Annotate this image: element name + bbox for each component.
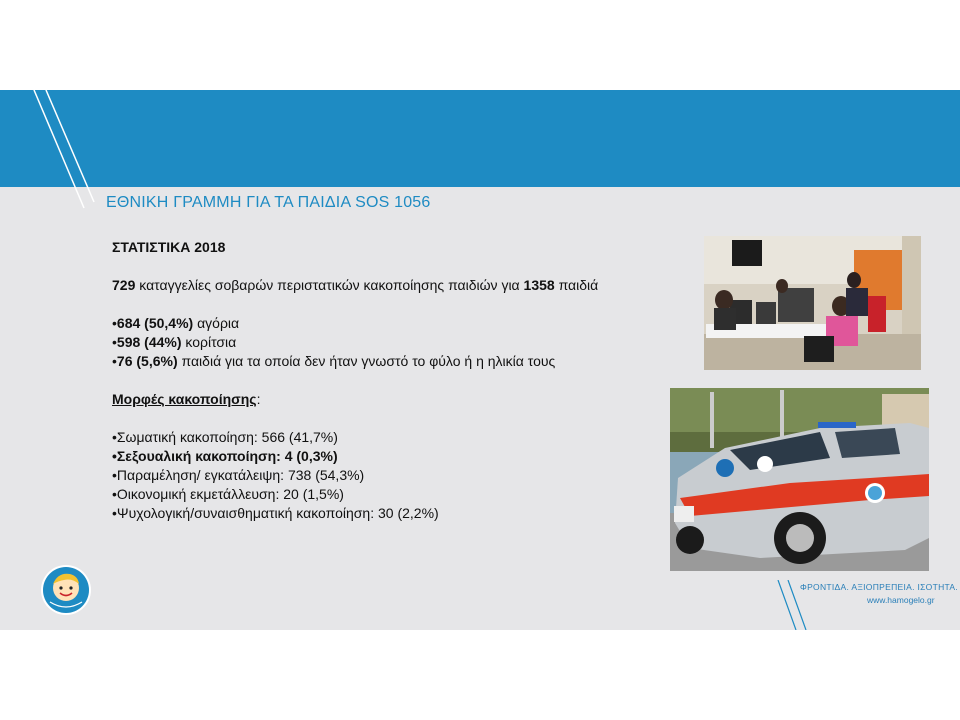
sos-vehicle-photo [670,388,929,571]
children-count: 1358 [523,277,555,293]
header-banner [0,90,960,187]
gender-unknown: •76 (5,6%) παιδιά για τα οποία δεν ήταν γνωστό το φύλο ή η ηλικία τους [112,353,556,369]
form-financial: •Οικονομική εκμετάλλευση: 20 (1,5%) [112,486,344,502]
corner-decoration-lines [0,90,120,220]
footer-tagline: ΦΡΟΝΤΙΔΑ. ΑΞΙΟΠΡΕΠΕΙΑ. ΙΣΟΤΗΤΑ. [800,582,959,592]
reports-count: 729 [112,277,136,293]
slide-title: ΕΘΝΙΚΗ ΓΡΑΜΜΗ ΓΙΑ ΤΑ ΠΑΙΔΙΑ SOS 1056 [106,194,431,211]
organization-logo [40,564,92,616]
statistics-heading: ΣΤΑΤΙΣΤΙΚΑ 2018 [112,239,226,255]
form-sexual: •Σεξουαλική κακοποίηση: 4 (0,3%) [112,448,338,464]
gender-boys: •684 (50,4%) αγόρια [112,315,240,331]
call-center-photo [704,236,921,370]
summary-line: 729 καταγγελίες σοβαρών περιστατικών κακοποίησης παιδιών για 1358 παιδιά [112,277,599,293]
footer-website[interactable]: www.hamogelo.gr [867,595,935,605]
form-psychological: •Ψυχολογική/συναισθηματική κακοποίηση: 30 (2,2%) [112,505,439,521]
form-physical: •Σωματική κακοποίηση: 566 (41,7%) [112,429,338,445]
form-neglect: •Παραμέληση/ εγκατάλειψη: 738 (54,3%) [112,467,365,483]
slide [0,90,960,630]
forms-heading: Μορφές κακοποίησης: [112,391,261,407]
gender-girls: •598 (44%) κορίτσια [112,334,237,350]
statistics-text [112,238,672,523]
